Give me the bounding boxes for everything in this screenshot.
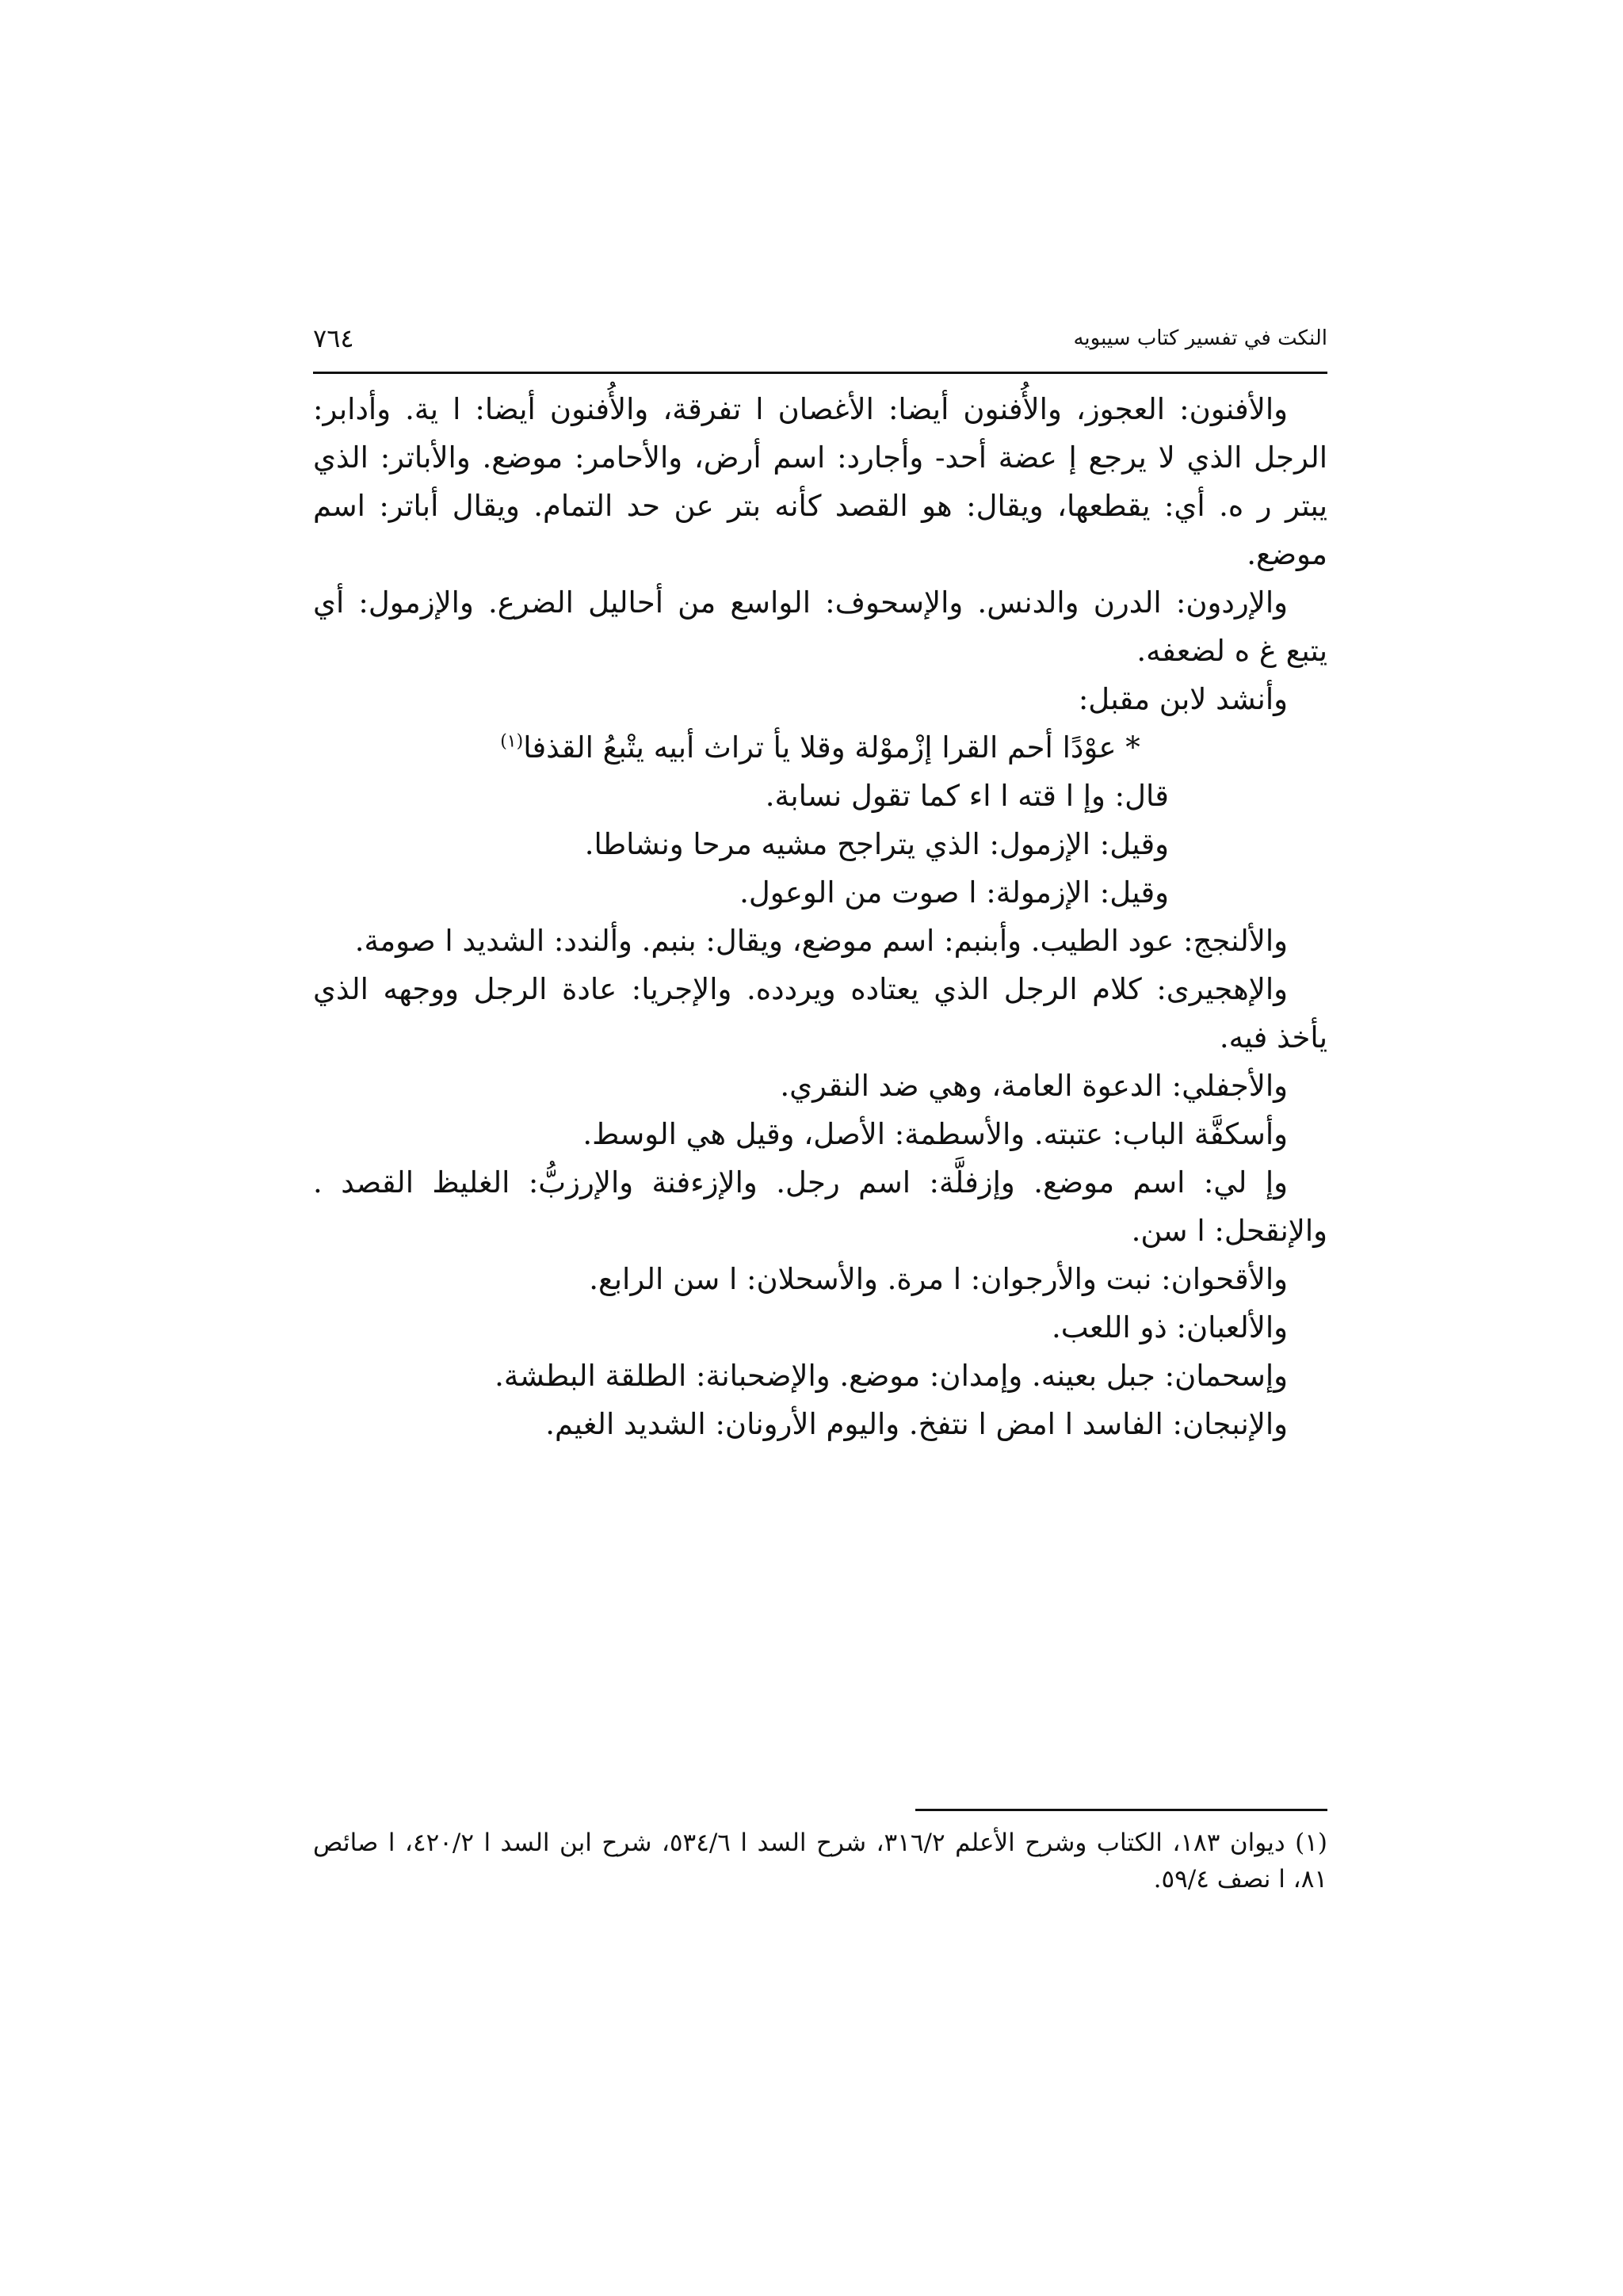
paragraph-alanjaj: والألنجج: عود الطيب. وأبنبم: اسم موضع، ويقال: بنبم. وألندد: الشديد ا صومة. — [354, 924, 1288, 958]
paragraph-afnun: والأفنون: العجوز، والأُفنون أيضا: الأغصان ا تفرقة، والأُفنون أيضا: ا ية. وأدابر: الرجل الذي لا يرجع إ عضة أحد- وأجارد: اسم أرض، والأحامر: موضع. والأباتر: الذي يبتر ر ه. أي: يقطعها، ويقال: هو القصد كأنه بتر عن حد التمام. ويقال أباتر: اسم موضع. — [313, 392, 1327, 571]
paragraph-qila-2: وقيل: الإزمولة: ا صوت من الوعول. — [739, 875, 1169, 910]
footnote-separator — [915, 1809, 1327, 1811]
paragraph-uqhuwan: والأقحوان: نبت والأرجوان: ا مرة. والأسحلان: ا سن الرابع. — [589, 1262, 1288, 1296]
page-number: ٧٦٤ — [313, 323, 354, 353]
running-title: النكت في تفسير كتاب سيبويه — [1073, 326, 1327, 350]
paragraph-ulubban: والألعبان: ذو اللعب. — [1051, 1310, 1288, 1344]
paragraph-ihjira: والإهجيرى: كلام الرجل الذي يعتاده ويردده. والإجريا: عادة الرجل ووجهه الذي يأخذ فيه. — [313, 972, 1327, 1055]
footnote-marker: (١) — [500, 731, 524, 752]
footnote-text: (١) ديوان ١٨٣، الكتاب وشرح الأعلم ٣١٦/٢، شرح السد ا ٥٣٤/٦، شرح ابن السد ا ٤٢٠/٢، ا صائص ٨١، ا نصف ٥٩/٤. — [313, 1829, 1327, 1894]
paragraph-uskuffa: وأسكفَّة الباب: عتبته. والأسطمة: الأصل، وقيل هي الوسط. — [582, 1117, 1288, 1151]
paragraph-inbijan: والإنبجان: الفاسد ا امض ا نتفخ. واليوم الأرونان: الشديد الغيم. — [545, 1407, 1288, 1441]
main-text — [313, 385, 1327, 1448]
paragraph-ajfala: والأجفلي: الدعوة العامة، وهي ضد النقري. — [780, 1069, 1288, 1103]
paragraph-anshada: وأنشد لابن مقبل: — [1078, 682, 1288, 716]
paragraph-ishiman: وإسحمان: جبل بعينه. وإمدان: موضع. والإضحبانة: الطلقة البطشة. — [495, 1359, 1288, 1393]
footnote — [313, 1825, 1327, 1897]
paragraph-irdawn: والإردون: الدرن والدنس. والإسحوف: الواسع من أحاليل الضرع. والإزمول: أي يتبع غ ه لضعفه. — [313, 585, 1327, 668]
paragraph-qala: قال: وإ ا قته ا اء كما تقول نسابة. — [765, 779, 1169, 813]
running-header — [313, 317, 1327, 364]
page — [313, 0, 1327, 2296]
paragraph-qila-1: وقيل: الإزمول: الذي يتراجح مشيه مرحا ونشاطا. — [584, 827, 1169, 861]
verse-line — [313, 723, 1327, 772]
header-rule — [313, 372, 1327, 374]
paragraph-ili: وإ لي: اسم موضع. وإزفلَّة: اسم رجل. والإزءفنة والإرزبُّ: الغليظ القصد . والإنقحل: ا سن. — [313, 1165, 1327, 1248]
verse-text: * عوْدًا أحم القرا إزْموْلة وقلا يأ تراث أبيه يتْبعُ القذفا — [523, 730, 1140, 765]
